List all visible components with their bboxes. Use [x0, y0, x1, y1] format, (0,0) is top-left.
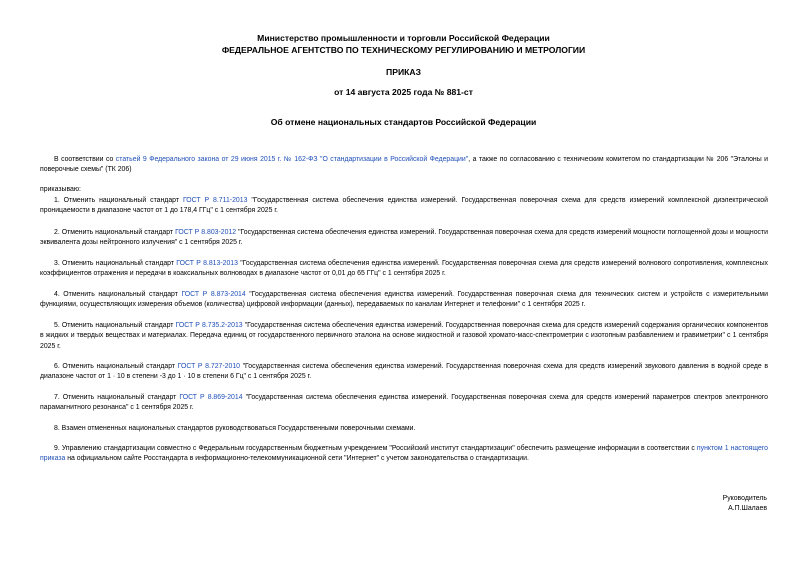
item-2	[40, 228, 768, 249]
standard-link[interactable]: ГОСТ Р 8.803-2012	[175, 229, 237, 236]
item-text: "Государственная система обеспечения единства измерений. Государственная поверочная схема для средств измерений звукового давления в водной среде в диапазоне частот от 1 · 10 в степени -3 до 1 · 10 в степени 6 Гц" с 1 сентября 2025 г.	[40, 363, 768, 381]
item-text: "Государственная система обеспечения единства измерений. Государственная поверочная схема для средств измерений содержания органических компонентов в жидких и твердых веществах и материалах. Передача единиц от государственного первичного эталона на основе жидкостной и газовой хромато-масс-спектрометрии с изотопным разбавлением и гравиметрии" с 1 сентября 2025 г.	[40, 322, 768, 350]
item-7	[40, 393, 768, 414]
item-pre: 1. Отменить национальный стандарт	[54, 197, 183, 204]
order-word: приказываю:	[40, 186, 81, 193]
item-9	[40, 444, 768, 465]
item-5	[40, 321, 768, 352]
item-6	[40, 362, 768, 383]
preamble-rest: , а также по согласованию с техническим комитетом по стандартизации № 206 "Эталоны и поверочные схемы" (ТК 206)	[40, 156, 768, 174]
preamble-lead: В соответствии со	[54, 156, 116, 163]
item-pre: 2. Отменить национальный стандарт	[54, 229, 176, 236]
item-pre: 4. Отменить национальный стандарт	[54, 291, 182, 298]
standard-link[interactable]: ГОСТ Р 8.873-2014	[181, 291, 246, 298]
preamble-paragraph	[40, 155, 768, 176]
item-1	[40, 196, 768, 217]
agency-heading: ФЕДЕРАЛЬНОЕ АГЕНТСТВО ПО ТЕХНИЧЕСКОМУ РЕГУЛИРОВАНИЮ И МЕТРОЛОГИИ	[221, 45, 586, 55]
item-pre: 6. Отменить национальный стандарт	[54, 363, 178, 370]
item-text: на официальном сайте Росстандарта в информационно-телекоммуникационной сети "Интернет" с учетом законодательства о стандартизации.	[65, 455, 529, 463]
item-pre: 7. Отменить национальный стандарт	[54, 394, 180, 401]
item-pre: 5. Отменить национальный стандарт	[54, 322, 176, 329]
item-pre: 8. Взамен отмененных национальных стандартов руководствоваться Государственными поверочными схемами.	[54, 425, 416, 432]
item-3	[40, 259, 768, 280]
ministry-heading: Министерство промышленности и торговли Российской Федерации	[257, 33, 550, 43]
item-pre: 3. Отменить национальный стандарт	[54, 260, 177, 267]
subject-heading: Об отмене национальных стандартов Российской Федерации	[270, 117, 537, 127]
standard-link[interactable]: ГОСТ Р 8.711-2013	[182, 197, 248, 204]
item-4	[40, 290, 768, 311]
standard-link[interactable]: ГОСТ Р 8.735.2-2013	[175, 322, 243, 329]
item-8	[40, 424, 768, 434]
item-text: "Государственная система обеспечения единства измерений. Государственная поверочная схема для технических систем и устройств с измерительными функциями, осуществляющих измерения объемов (количества) цифровой информации (данных), передаваемых по каналам Интернет и телефонии" с 1 сентября 2025 г.	[40, 291, 768, 309]
item-text: "Государственная система обеспечения единства измерений. Государственная поверочная схема для средств измерений мощности поглощенной дозы и мощности эквивалента дозы нейтронного излучения" с 1 сентября 2025 г.	[40, 229, 768, 247]
item-text: "Государственная система обеспечения единства измерений. Государственная поверочная схема для средств измерений параметров спектров электронного парамагнитного резонанса" с 1 сентября 2025 г.	[40, 394, 768, 412]
standard-link[interactable]: ГОСТ Р 8.727-2010	[177, 363, 240, 370]
law-link[interactable]: статьей 9 Федерального закона от 29 июня 2015 г. № 162-ФЗ "О стандартизации в Российской Федерации"	[115, 156, 469, 163]
date-number-heading: от 14 августа 2025 года № 881-ст	[334, 87, 473, 97]
item-text: "Государственная система обеспечения единства измерений. Государственная поверочная схема для средств измерений комплексной диэлектрической проницаемости в диапазоне частот от 1 до 178,4 ГГц" с 1 сентября 2025 г.	[40, 197, 768, 215]
clause-link[interactable]: пунктом 1 настоящего приказа	[40, 445, 769, 463]
item-text: "Государственная система обеспечения единства измерений. Государственная поверочная схема для средств измерений волнового сопротивления, комплексных коэффициентов отражения и передачи в коаксиальных волноводах в диапазоне частот от 0,01 до 65 ГГц" с 1 сентября 2025 г.	[40, 260, 769, 278]
standard-link[interactable]: ГОСТ Р 8.813-2013	[176, 260, 238, 267]
doc-type-heading: ПРИКАЗ	[386, 67, 421, 77]
signature-name: А.П.Шалаев	[728, 505, 767, 512]
signature-title: Руководитель	[722, 495, 767, 502]
item-pre: 9. Управлению стандартизации совместно с Федеральным государственным бюджетным учреждением "Российский институт стандартизации" обеспечить размещение информации в соответствии с	[54, 445, 697, 452]
standard-link[interactable]: ГОСТ Р 8.869-2014	[179, 394, 243, 401]
